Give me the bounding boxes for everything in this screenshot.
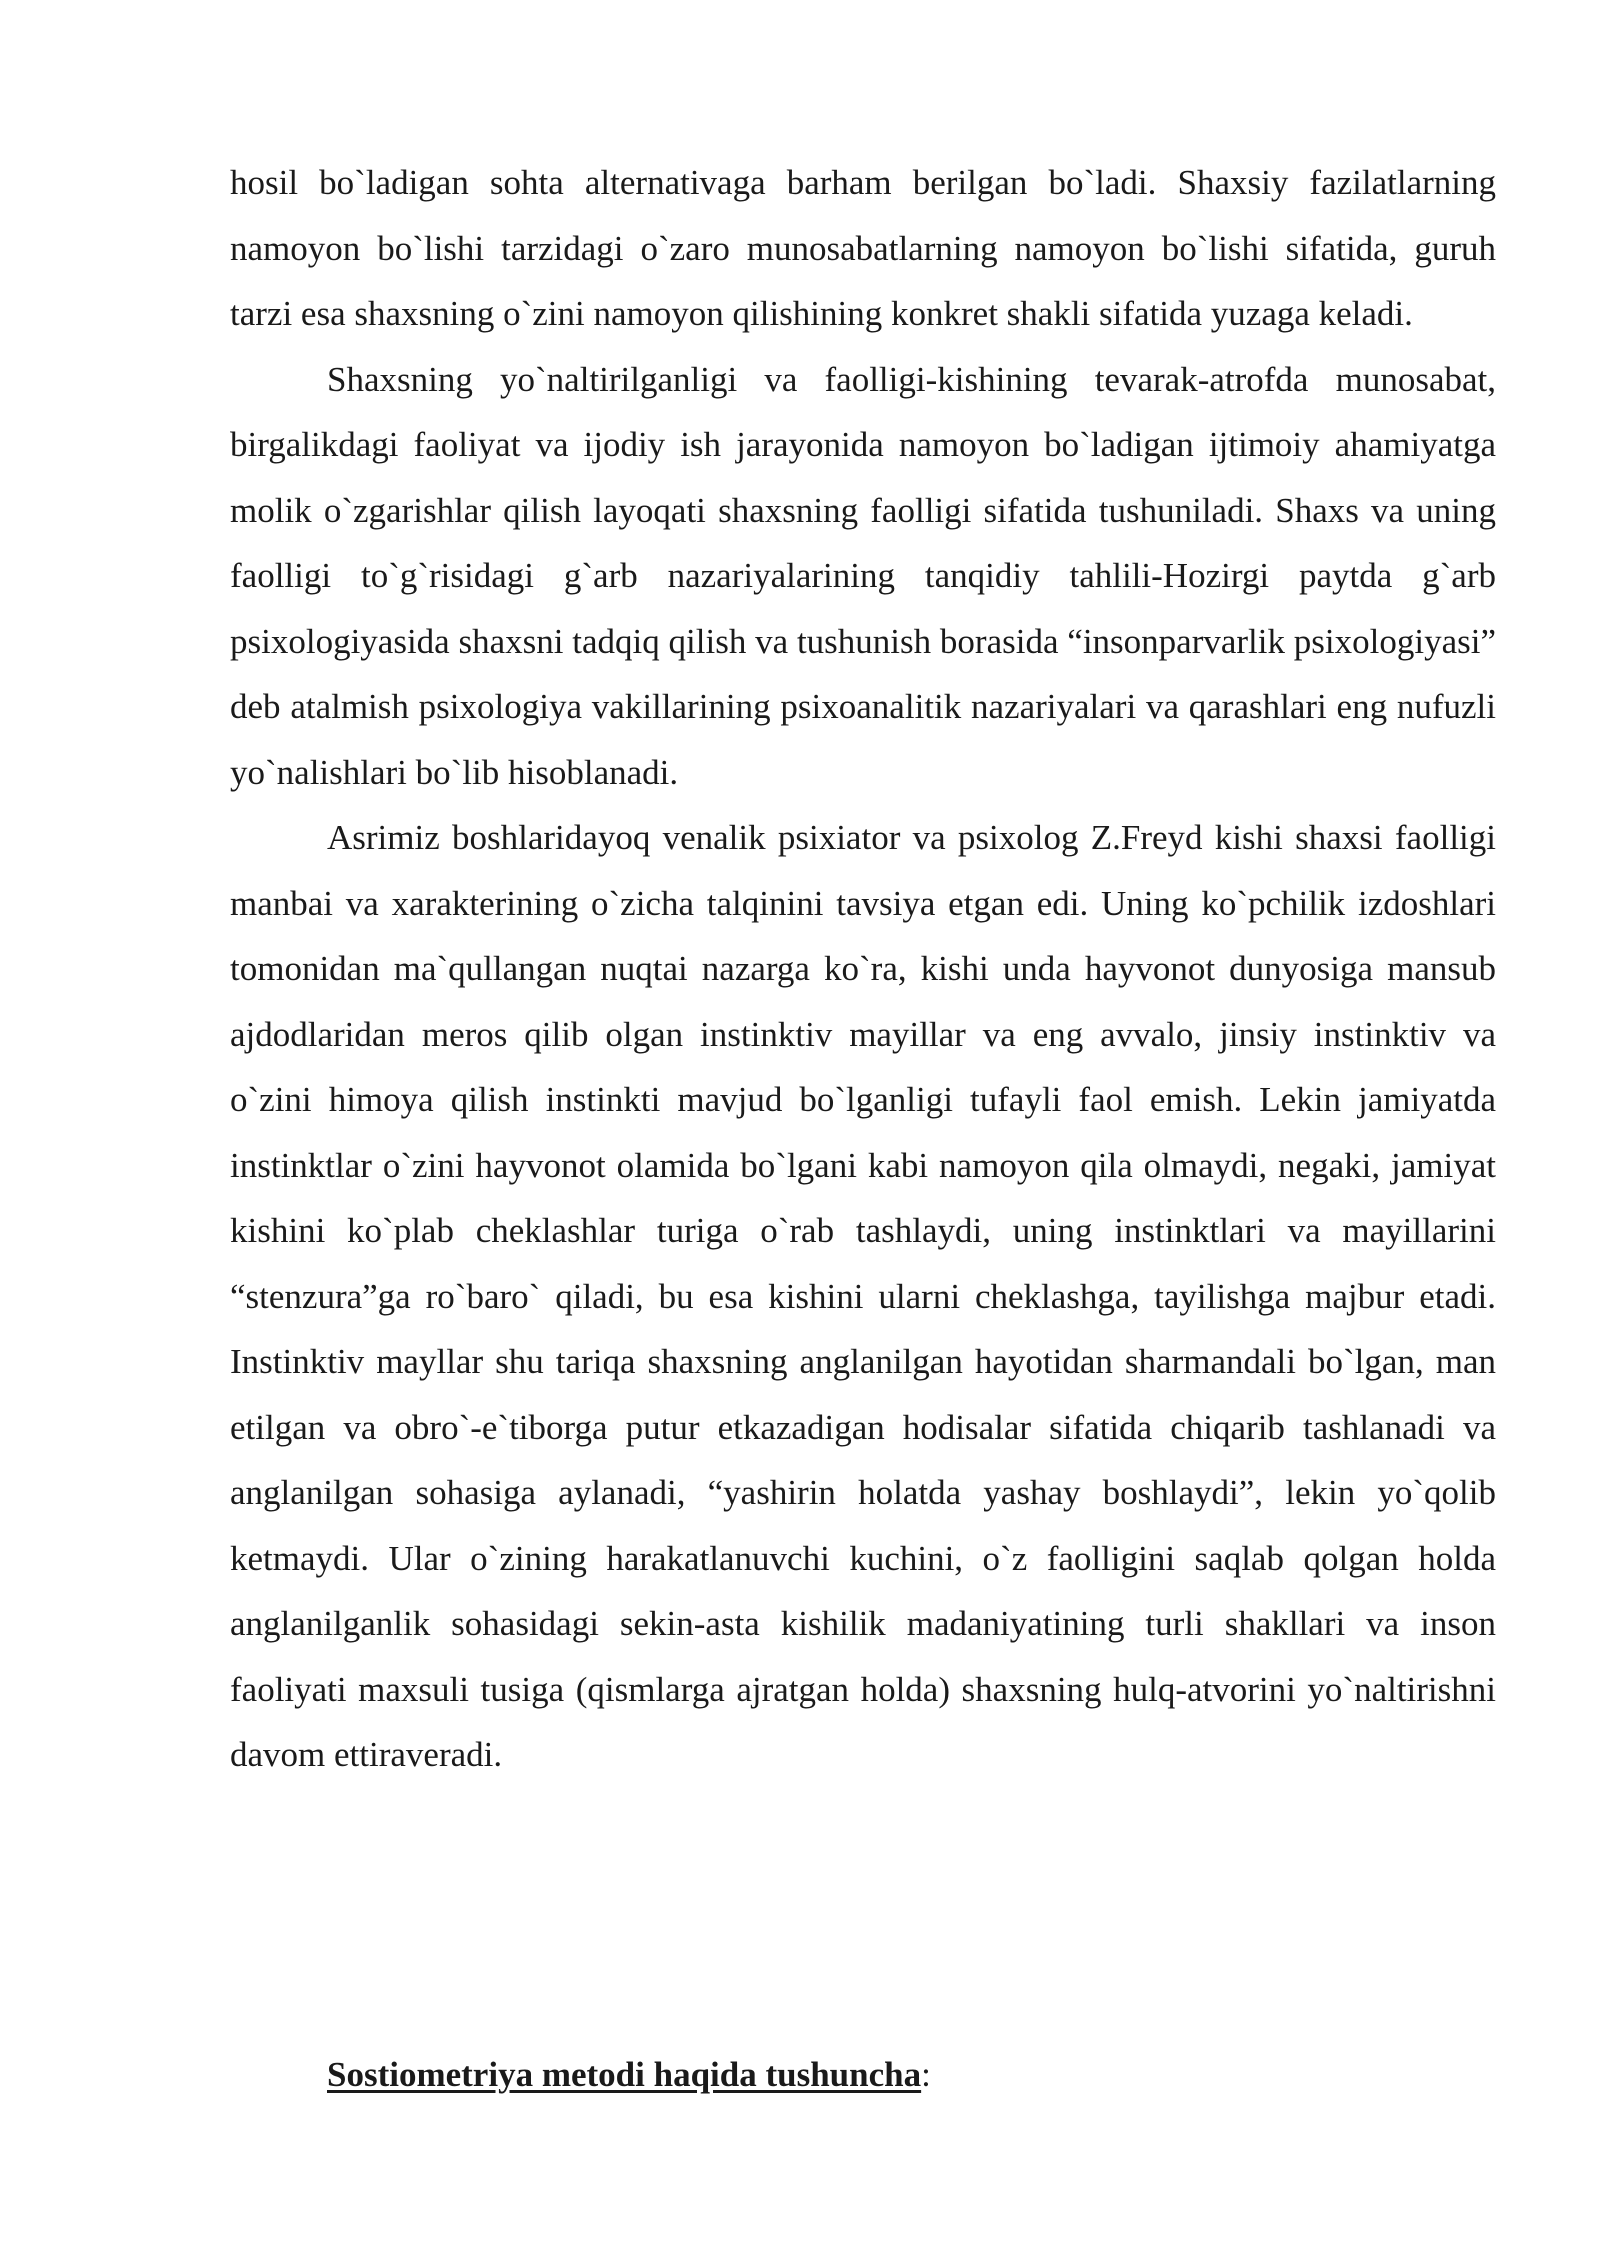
paragraph-2: Shaxsning yo`naltirilganligi va faolligi-kishining tevarak-atrofda munosabat, birgalikdagi faoliyat va ijodiy ish jarayonida namoyon bo`ladigan ijtimoiy ahamiyatga molik o`zgarishlar qilish layoqati shaxsning faolligi sifatida tushuniladi. Shaxs va uning faolligi to`g`risidagi g`arb nazariyalarining tanqidiy tahlili-Hozirgi paytda g`arb psixologiyasida shaxsni tadqiq qilish va tushunish borasida “insonparvarlik psixologiyasi” deb atalmish psixologiya vakillarining psixoanalitik nazariyalari va qarashlari eng nufuzli yo`nalishlari bo`lib hisoblanadi. <box>230 359 1496 792</box>
paragraph-3: Asrimiz boshlaridayoq venalik psixiator va psixolog Z.Freyd kishi shaxsi faolligi manbai va xarakterining o`zicha talqinini tavsiya etgan edi. Uning ko`pchilik izdoshlari tomonidan ma`qullangan nuqtai nazarga ko`ra, kishi unda hayvonot dunyosiga mansub ajdodlaridan meros qilib olgan instinktiv mayillar va eng avvalo, jinsiy instinktiv va o`zini himoya qilish instinkti mavjud bo`lganligi tufayli faol emish. Lekin jamiyatda instinktlar o`zini hayvonot olamida bo`lgani kabi namoyon qila olmaydi, negaki, jamiyat kishini ko`plab cheklashlar turiga o`rab tashlaydi, uning instinktlari va mayillarini “stenzura”ga ro`baro` qiladi, bu esa kishini ularni cheklashga, tayilishga majbur etadi. Instinktiv mayllar shu tariqa shaxsning anglanilgan hayotidan sharmandali bo`lgan, man etilgan va obro`-e`tiborga putur etkazadigan hodisalar sifatida chiqarib tashlanadi va anglanilgan sohasiga aylanadi, “yashirin holatda yashay boshlaydi”, lekin yo`qolib ketmaydi. Ular o`zining harakatlanuvchi kuchini, o`z faolligini saqlab qolgan holda anglanilganlik sohasidagi sekin-asta kishilik madaniyatining turli shakllari va inson faoliyati maxsuli tusiga (qismlarga ajratgan holda) shaxsning hulq-atvorini yo`naltirishni davom ettiraveradi. <box>230 818 1496 1774</box>
section-heading-colon: : <box>921 2055 931 2094</box>
body-text <box>230 150 1496 1788</box>
section-heading <box>327 2050 931 2100</box>
paragraph-1: hosil bo`ladigan sohta alternativaga barham berilgan bo`ladi. Shaxsiy fazilatlarning namoyon bo`lishi tarzidagi o`zaro munosabatlarning namoyon bo`lishi sifatida, guruh tarzi esa shaxsning o`zini namoyon qilishining konkret shakli sifatida yuzaga keladi. <box>230 163 1496 333</box>
section-heading-text: Sostiometriya metodi haqida tushuncha <box>327 2055 922 2094</box>
